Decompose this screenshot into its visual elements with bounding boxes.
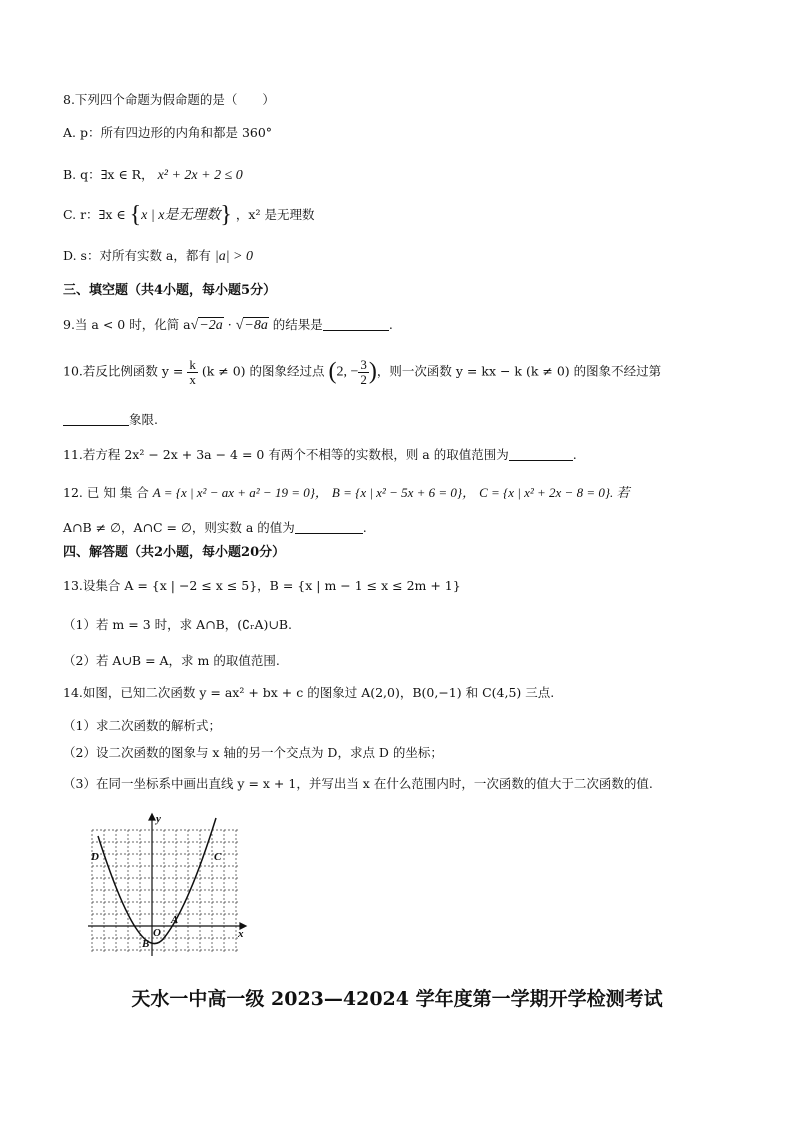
q8-option-c-prefix: C. r：∃x ∈ (63, 207, 126, 223)
q12-set-c: C = {x | x² + 2x − 8 = 0}. 若 (479, 485, 630, 500)
q11: 11.若方程 2x² − 2x + 3a − 4 = 0 有两个不相等的实数根，则 a 的取值范围为 . (63, 447, 577, 462)
origin-label: O (153, 927, 161, 939)
q10-prefix: 10.若反比例函数 y = (63, 363, 184, 379)
q9: 9.当 a < 0 时，化简 a√−2a · √−8a 的结果是 . (63, 317, 393, 333)
parabola-graph (88, 812, 248, 958)
point-b-label: B (142, 938, 150, 950)
section4-title: 四、解答题（共2小题，每小题20分） (63, 545, 286, 560)
point-a-label: A (171, 914, 179, 926)
q10-line2-text: 象限. (129, 412, 158, 427)
q8-option-b-math: x² + 2x + 2 ≤ 0 (157, 168, 243, 183)
point-d-label: D (91, 851, 99, 863)
q9-radicand-2: −8a (244, 318, 268, 333)
q8-option-d-prefix: D. s：对所有实数 a，都有 (63, 248, 211, 263)
q14-part3: （3）在同一坐标系中画出直线 y = x + 1，并写出当 x 在什么范围内时，一次函数的值大于二次函数的值. (63, 776, 653, 791)
q11-prefix: 11.若方程 2x² − 2x + 3a − 4 = 0 有两个不相等的实数根，则 a 的取值范围为 (63, 447, 509, 462)
q9-answer-blank[interactable] (323, 318, 389, 331)
q8-option-c-set: x | x是无理数 (141, 208, 221, 224)
q13-part2: （2）若 A∪B = A，求 m 的取值范围. (63, 653, 280, 668)
q10-point-fraction: $\frac{3}{2}$ (360, 357, 367, 387)
q13-stem: 13.设集合 A = {x | −2 ≤ x ≤ 5}，B = {x | m − 1 ≤ x ≤ 2m + 1} (63, 578, 461, 593)
q10-mid: ，则一次函数 y = kx − k (k ≠ 0) 的图象不经过第 (376, 363, 662, 379)
q10-answer-blank[interactable] (63, 413, 129, 426)
q12-set-b: B = {x | x² − 5x + 6 = 0}， (331, 485, 476, 500)
q8-stem: 8.下列四个命题为假命题的是（ ） (63, 92, 275, 107)
q10-line2 (63, 412, 158, 427)
q14-part1: （1）求二次函数的解析式； (63, 718, 221, 733)
q14-part2: （2）设二次函数的图象与 x 轴的另一个交点为 D，求点 D 的坐标； (63, 745, 443, 760)
q8-option-b-prefix: B. q：∃x ∈ R， (63, 167, 154, 182)
grid (92, 830, 238, 952)
q8-option-c-suffix: ，x² 是无理数 (235, 207, 315, 223)
q8-option-c: C. r：∃x ∈ {x | x是无理数} ，x² 是无理数 (63, 202, 315, 228)
q12-line2-text: A∩B ≠ ∅，A∩C = ∅，则实数 a 的值为 (63, 520, 295, 535)
q12-answer-blank[interactable] (295, 521, 363, 534)
section3-title: 三、填空题（共4小题，每小题5分） (63, 283, 277, 298)
q8-option-a: A. p：所有四边形的内角和都是 360° (63, 125, 273, 140)
q11-answer-blank[interactable] (509, 448, 573, 461)
q12-line2: A∩B ≠ ∅，A∩C = ∅，则实数 a 的值为 . (63, 520, 367, 535)
q14-stem: 14.如图，已知二次函数 y = ax² + bx + c 的图象过 A(2,0)，B(0,−1) 和 C(4,5) 三点. (63, 685, 555, 700)
q10-condition: (k ≠ 0) 的图象经过点 (201, 363, 325, 379)
q10: 10.若反比例函数 y = $\frac{k}{x}$ (k ≠ 0) 的图象经过点 (2, − $\frac{3}{2}$ )，则一次函数 y = kx − k (k ≠ 0) 的图象不经过第 (63, 357, 662, 387)
q9-radicand-1: −2a (199, 318, 223, 333)
point-c-label: C (214, 851, 222, 863)
q12-prefix: 12. 已 知 集 合 (63, 485, 149, 500)
q10-point-x: 2, − (336, 364, 359, 380)
q10-fraction: $\frac{k}{x}$ (189, 357, 196, 387)
q13-part1: （1）若 m = 3 时，求 A∩B，(∁ᵣA)∪B. (63, 617, 292, 632)
q8-option-d (63, 248, 253, 266)
q8-option-b (63, 167, 243, 185)
x-axis-label: x (238, 928, 244, 940)
q8-option-d-math: |a| > 0 (214, 249, 254, 264)
exam-title: 天水一中高一级 2023—42024 学年度第一学期开学检测考试 (131, 988, 663, 1010)
q12-line1 (63, 485, 630, 501)
q9-dot: · (223, 317, 236, 332)
q9-prefix: 9.当 a < 0 时，化简 a (63, 317, 191, 332)
y-axis-label: y (156, 813, 161, 825)
q12-set-a: A = {x | x² − ax + a² − 19 = 0}， (152, 485, 328, 500)
parabola-curve (98, 818, 216, 944)
q9-suffix: 的结果是 (268, 317, 323, 332)
